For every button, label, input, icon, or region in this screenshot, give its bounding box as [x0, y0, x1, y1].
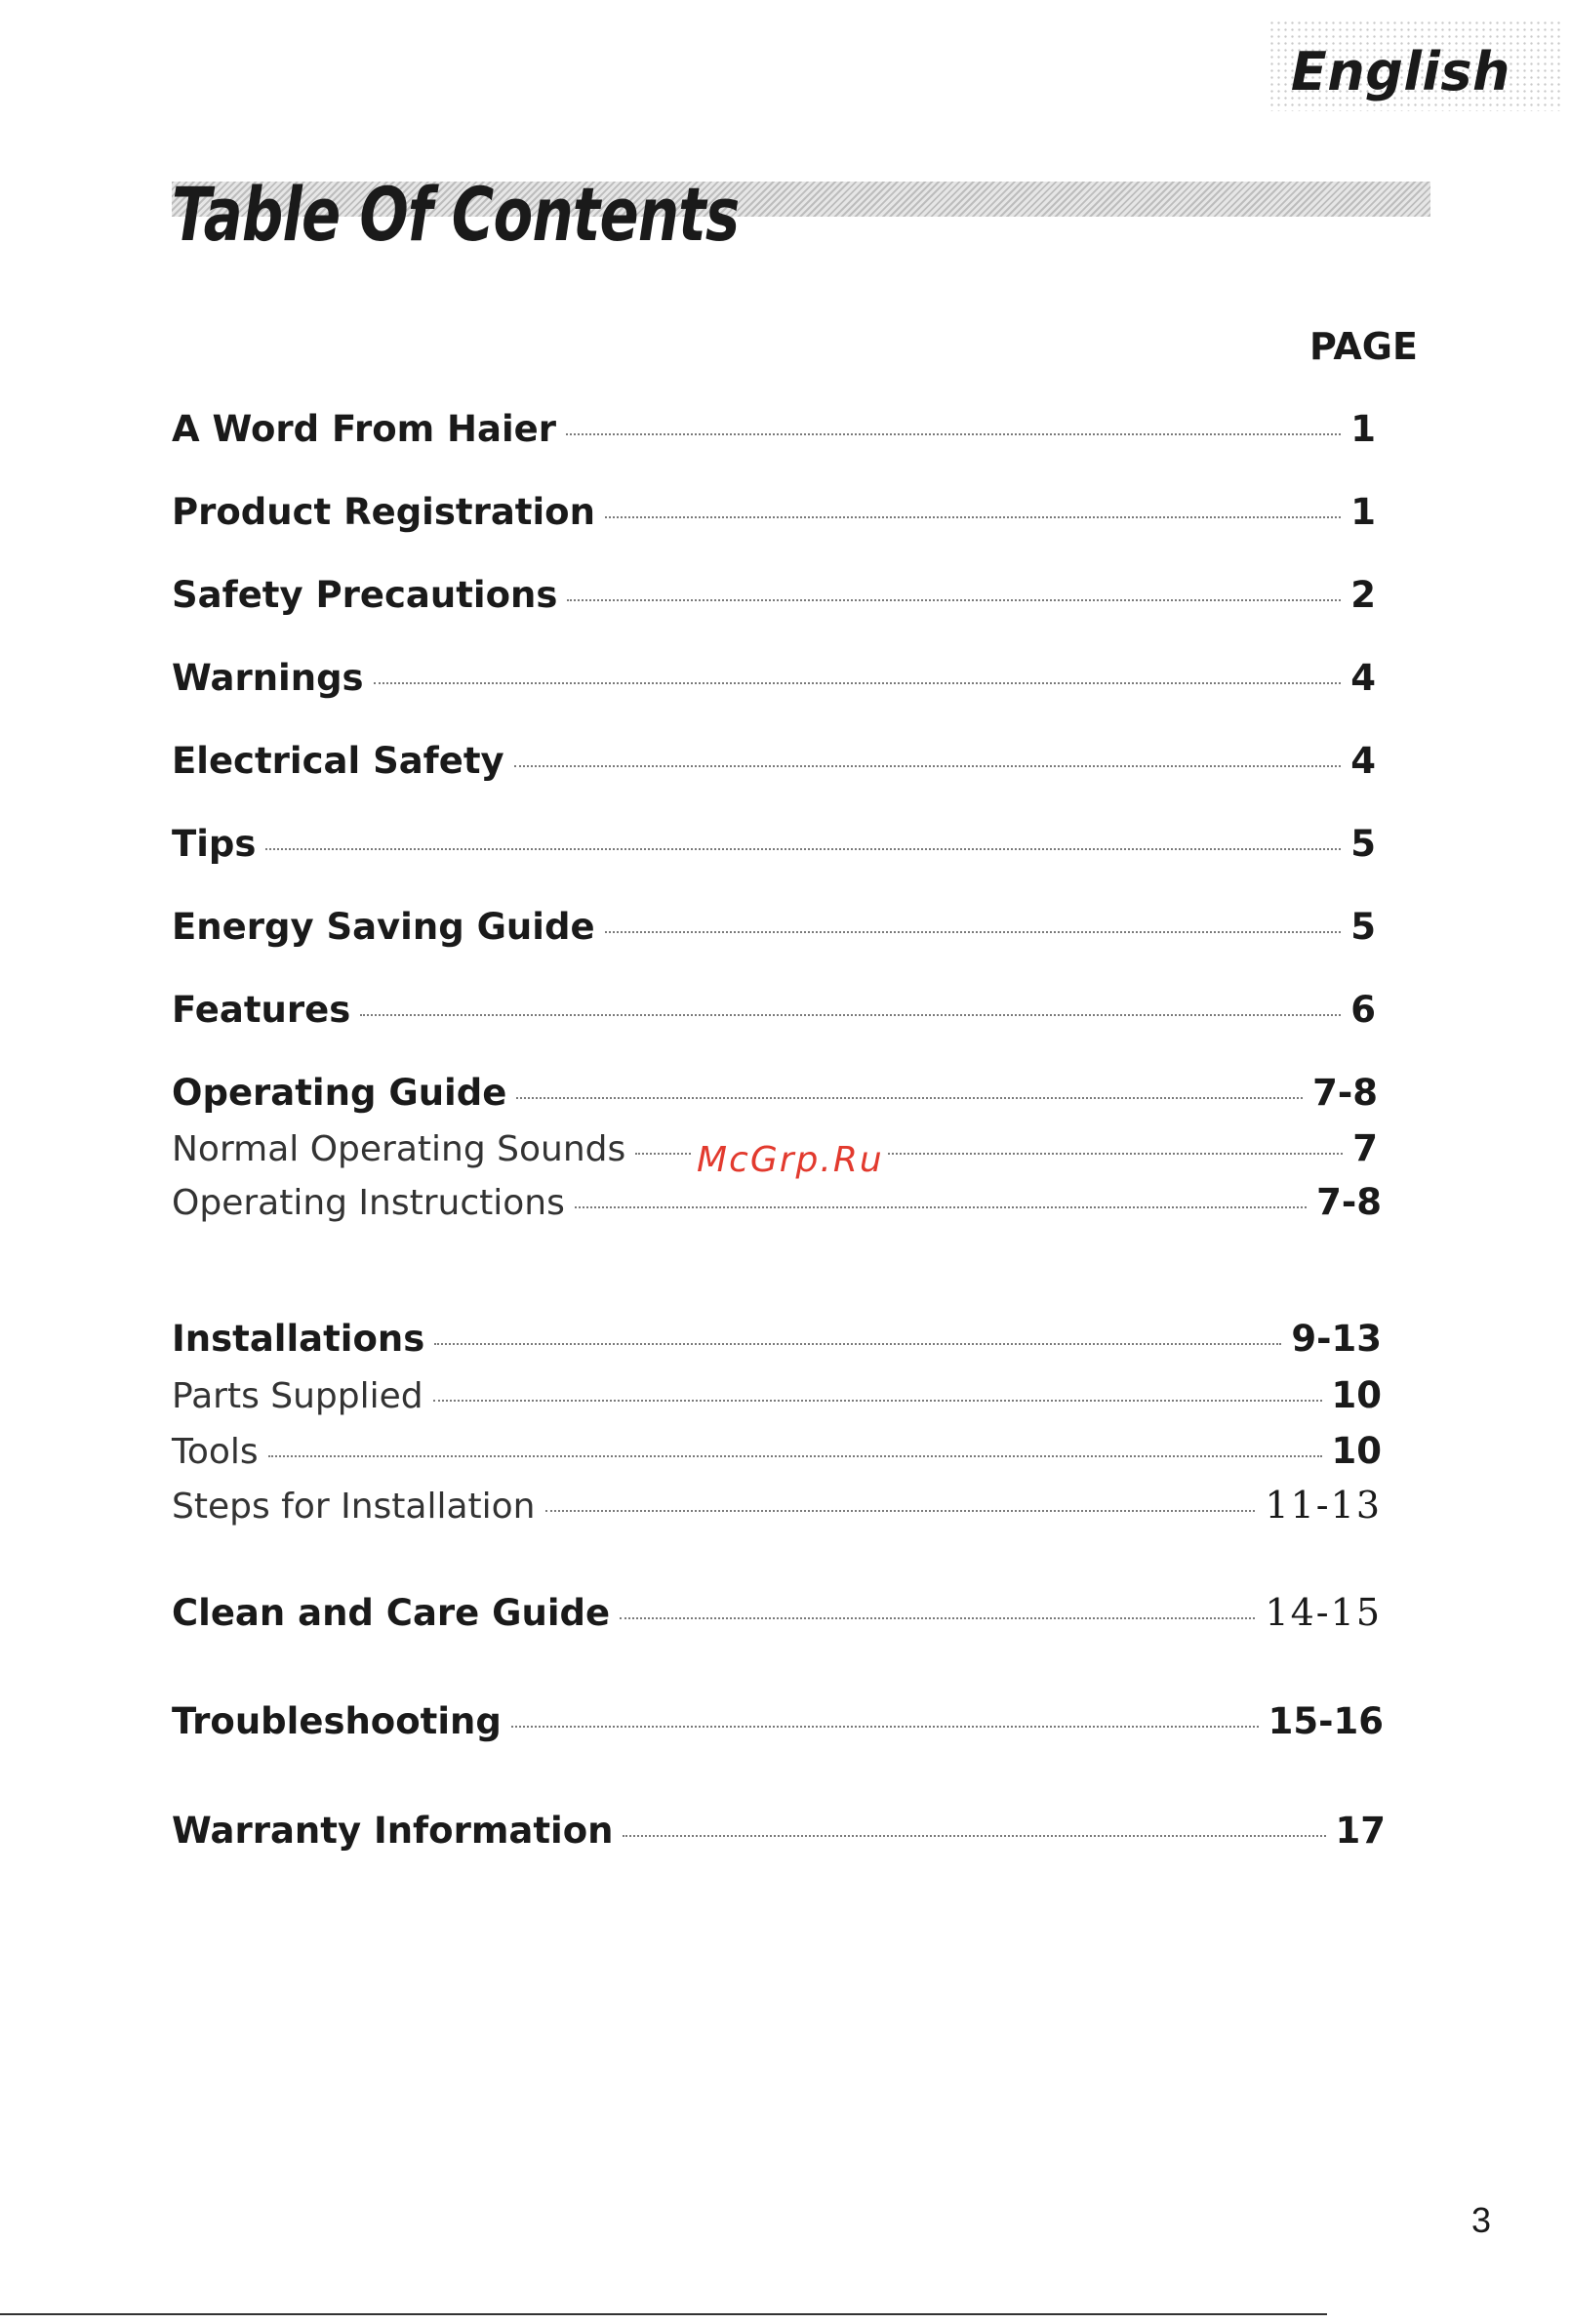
toc-entry-label: Parts Supplied [172, 1376, 423, 1416]
toc-entry[interactable] [172, 574, 1376, 616]
toc-entry-page: 4 [1350, 657, 1376, 699]
toc-entry-page: 15-16 [1268, 1700, 1384, 1742]
dot-leader [433, 1400, 1322, 1402]
toc-entry-page: 4 [1350, 740, 1376, 782]
dot-leader [360, 1014, 1341, 1016]
toc-entry-page: 17 [1335, 1810, 1386, 1852]
toc-entry-label: Normal Operating Sounds [172, 1129, 626, 1169]
toc-entry-page: 10 [1331, 1430, 1382, 1472]
toc-subentry[interactable] [172, 1430, 1382, 1472]
toc-entry[interactable] [172, 740, 1376, 782]
toc-entry-page: 11-13 [1265, 1484, 1382, 1527]
toc-entry-label: Clean and Care Guide [172, 1592, 611, 1634]
toc-entry-page: 10 [1331, 1374, 1382, 1416]
language-badge [1268, 20, 1561, 111]
footer-rule [0, 2313, 1327, 2315]
toc-entry-label: Operating Instructions [172, 1183, 565, 1223]
dot-leader [623, 1835, 1325, 1837]
toc-entry-label: A Word From Haier [172, 408, 557, 450]
toc-entry[interactable] [172, 491, 1376, 533]
toc-entry-label: Electrical Safety [172, 740, 504, 782]
toc-entry-label: Warranty Information [172, 1810, 614, 1852]
dot-leader [516, 1097, 1303, 1099]
dot-leader [374, 682, 1342, 684]
language-label: English [1290, 41, 1510, 102]
toc-entry-label: Warnings [172, 657, 364, 699]
toc-entry-label: Safety Precautions [172, 574, 558, 616]
toc-entry[interactable] [172, 906, 1376, 948]
dot-leader [567, 599, 1341, 601]
toc-entry-label: Steps for Installation [172, 1487, 536, 1527]
toc-entry-label: Product Registration [172, 491, 595, 533]
toc-entry-label: Energy Saving Guide [172, 906, 595, 948]
toc-entry-label: Tips [172, 823, 257, 865]
page-number: 3 [1471, 2200, 1492, 2240]
dot-leader [434, 1343, 1281, 1345]
toc-entry-label: Tools [172, 1432, 259, 1472]
toc-entry[interactable] [172, 1700, 1384, 1742]
toc-entry[interactable] [172, 1810, 1386, 1852]
toc-subentry[interactable] [172, 1374, 1382, 1416]
dot-leader [514, 765, 1342, 767]
toc-entry[interactable] [172, 1318, 1382, 1360]
dot-leader [511, 1726, 1259, 1728]
dot-leader [268, 1455, 1322, 1457]
dot-leader [566, 433, 1341, 435]
toc-entry[interactable] [172, 657, 1376, 699]
toc-entry-page: 14-15 [1265, 1591, 1382, 1634]
toc-entry-page: 5 [1350, 823, 1376, 865]
dot-leader [605, 931, 1342, 933]
toc-entry-page: 1 [1350, 408, 1376, 450]
dot-leader [575, 1206, 1307, 1208]
toc-entry-label: Installations [172, 1318, 425, 1360]
toc-entry-page: 1 [1350, 491, 1376, 533]
toc-entry[interactable] [172, 989, 1376, 1031]
toc-entry[interactable] [172, 1591, 1382, 1634]
toc-entry-label: Features [172, 989, 351, 1031]
toc-entry-page: 7 [1352, 1127, 1378, 1169]
toc-entry[interactable] [172, 1072, 1378, 1114]
watermark-text: McGrp.Ru [693, 1140, 888, 1180]
toc-entry-page: 9-13 [1291, 1318, 1382, 1360]
toc-entry-page: 7-8 [1312, 1072, 1378, 1114]
dot-leader [265, 848, 1341, 850]
toc-entry-label: Troubleshooting [172, 1700, 502, 1742]
toc-entry-page: 7-8 [1316, 1181, 1382, 1223]
page-title: Table Of Contents [172, 171, 740, 258]
toc-entry[interactable] [172, 823, 1376, 865]
page-column-header: PAGE [1309, 325, 1418, 368]
toc-entry-page: 5 [1350, 906, 1376, 948]
toc-subentry[interactable] [172, 1484, 1382, 1527]
toc-entry-label: Operating Guide [172, 1072, 507, 1114]
dot-leader [605, 516, 1341, 518]
toc-subentry[interactable] [172, 1181, 1382, 1223]
dot-leader [545, 1510, 1256, 1512]
toc-entry-page: 6 [1350, 989, 1376, 1031]
toc-entry-page: 2 [1350, 574, 1376, 616]
dot-leader [620, 1617, 1255, 1619]
toc-entry[interactable] [172, 408, 1376, 450]
